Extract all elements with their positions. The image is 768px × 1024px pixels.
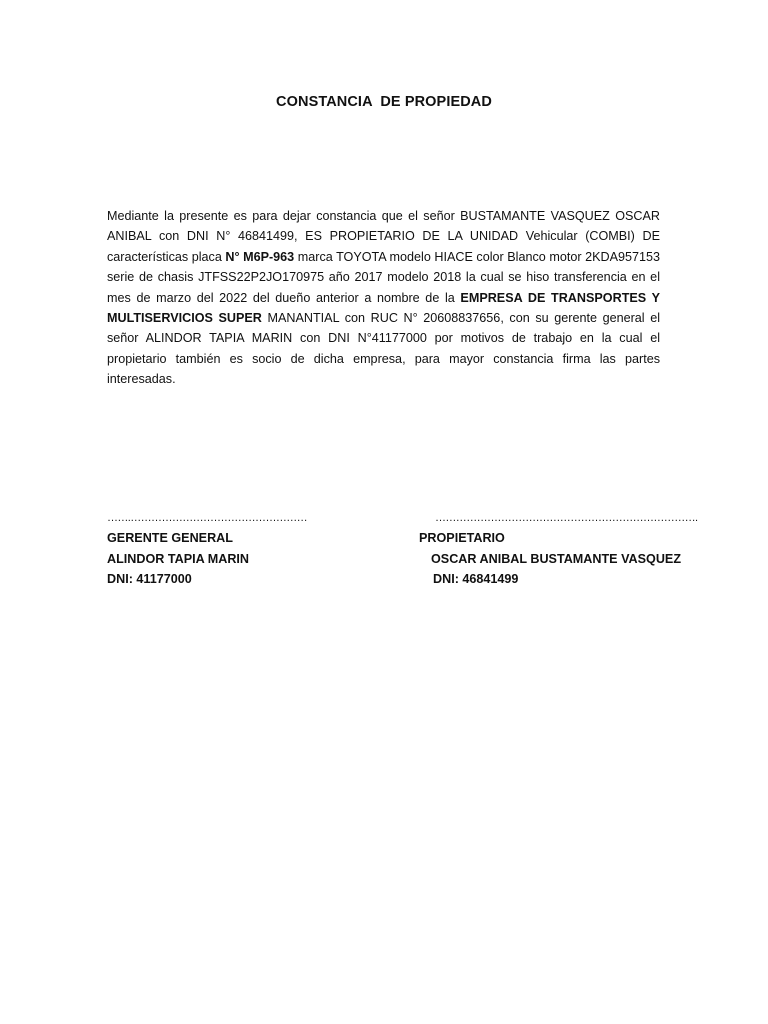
signer-role: PROPIETARIO xyxy=(419,531,505,545)
body-text-intro: Mediante la presente es para dejar constancia que el señor xyxy=(107,209,461,223)
company-name: EMPRESA DE TRANSPORTES Y MULTISERVICIOS SUPER xyxy=(107,290,661,326)
signer-dni: DNI: 46841499 xyxy=(433,572,519,586)
signature-line: …………………………………………………………………. xyxy=(435,512,698,524)
body-text-closing: MANANTIAL con RUC N° 20608837656, con su gerente general el señor ALINDOR TAPIA MARIN con DNI N°41177000 por motivos de trabajo en la cual el propietario también es socio de dicha empresa, para mayor constancia firma las partes interesadas. xyxy=(107,311,660,387)
owner-name: BUSTAMANTE VASQUEZ OSCAR ANIBAL xyxy=(107,209,660,244)
vehicle-plate: N° M6P-963 xyxy=(225,249,295,264)
certificate-body xyxy=(107,206,660,390)
signer-name: OSCAR ANIBAL BUSTAMANTE VASQUEZ xyxy=(431,551,682,566)
signature-line: …….…………………………………………… xyxy=(107,512,308,524)
signature-block-manager xyxy=(107,511,307,590)
body-text-vehicle: con DNI N° 46841499, ES PROPIETARIO DE LA UNIDAD Vehicular (COMBI) DE características placa xyxy=(107,229,660,264)
signature-block-owner xyxy=(419,511,697,590)
document-title: CONSTANCIA DE PROPIEDAD xyxy=(276,94,492,110)
signer-dni: DNI: 41177000 xyxy=(107,572,192,586)
signer-role: GERENTE GENERAL xyxy=(107,531,233,545)
signer-name: ALINDOR TAPIA MARIN xyxy=(107,551,250,566)
body-text-details: marca TOYOTA modelo HIACE color Blanco motor 2KDA957153 serie de chasis JTFSS22P2JO170975 año 2017 modelo 2018 la cual se hiso transferencia en el mes de marzo del 2022 del dueño anterior a nombre de la xyxy=(107,249,661,305)
